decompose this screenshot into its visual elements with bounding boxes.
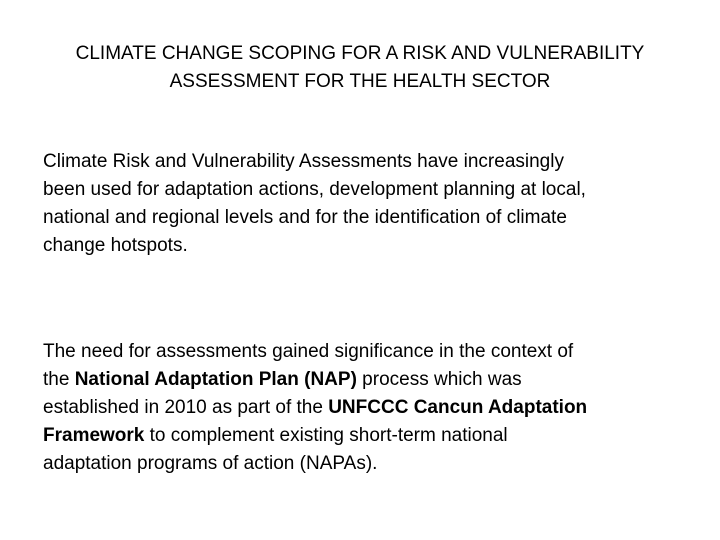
text-segment: established in 2010 as part of the <box>43 397 329 418</box>
paragraph-intro <box>43 148 683 260</box>
text-segment: process which was <box>356 369 522 390</box>
title-line-2: ASSESSMENT FOR THE HEALTH SECTOR <box>169 71 551 92</box>
paragraph-intro-line-2: been used for adaptation actions, development planning at local, <box>43 179 586 200</box>
paragraph-nap-line-1: The need for assessments gained significance in the context of <box>43 341 574 362</box>
unfccc-term: UNFCCC Cancun Adaptation <box>328 397 588 418</box>
paragraph-nap-line-3 <box>43 394 683 422</box>
framework-term: Framework <box>43 425 145 446</box>
paragraph-intro-line-1: Climate Risk and Vulnerability Assessments have increasingly <box>43 151 564 172</box>
nap-term: National Adaptation Plan (NAP) <box>74 369 357 390</box>
text-segment: to complement existing short-term national <box>144 425 508 446</box>
text-segment: the <box>43 369 75 390</box>
paragraph-nap <box>43 338 683 478</box>
paragraph-nap-line-5: adaptation programs of action (NAPAs). <box>43 453 378 474</box>
paragraph-intro-line-3: national and regional levels and for the identification of climate <box>43 207 567 228</box>
paragraph-intro-line-4: change hotspots. <box>43 235 188 256</box>
paragraph-nap-line-2 <box>43 366 683 394</box>
paragraph-nap-line-4 <box>43 422 683 450</box>
slide-title <box>40 40 680 96</box>
title-line-1: CLIMATE CHANGE SCOPING FOR A RISK AND VULNERABILITY <box>75 43 645 64</box>
